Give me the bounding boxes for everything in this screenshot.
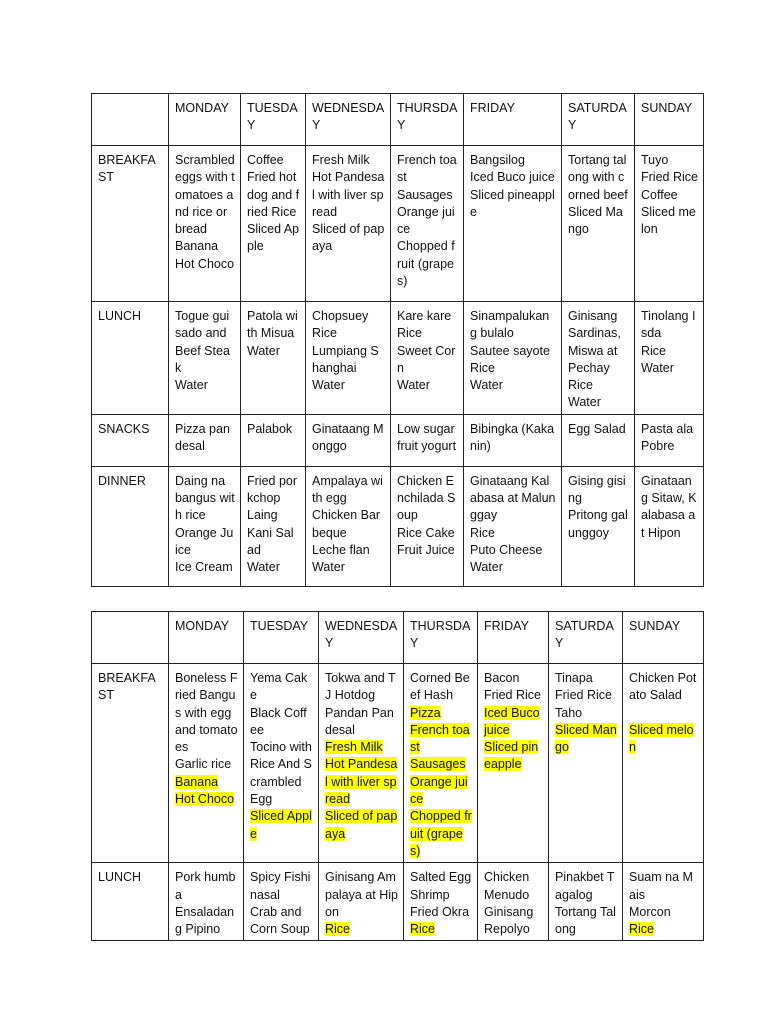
highlighted-food-item: Sausages — [410, 757, 466, 772]
food-item: Chicken Menudo — [484, 870, 530, 902]
meal-cell — [169, 863, 244, 941]
food-item: Fried Okra — [410, 904, 470, 919]
day-header-sunday: SUNDAY — [623, 612, 704, 664]
meal-cell — [241, 414, 306, 466]
meal-cell — [391, 466, 464, 586]
food-item: Daing na bangus with rice — [175, 473, 235, 523]
food-item: Boneless Fried Bangus with egg and tomatoes — [175, 671, 238, 755]
meal-cell — [169, 302, 241, 415]
meal-cell — [562, 146, 635, 302]
meal-label-lunch: LUNCH — [92, 863, 169, 941]
meal-cell — [562, 302, 635, 415]
food-item: Water — [312, 378, 345, 393]
food-item: Sautee sayote — [470, 343, 550, 358]
food-item: Salted Egg Shrimp — [410, 870, 472, 902]
food-item: Rice Cake — [397, 525, 455, 540]
food-item: Sliced Mango — [568, 204, 623, 237]
food-item: Fresh Milk — [312, 153, 370, 167]
header-row — [92, 612, 704, 664]
food-item: Ensaladang Pipino — [175, 904, 235, 937]
meal-cell — [464, 466, 562, 586]
day-header-saturday: SATURDAY — [549, 612, 623, 664]
food-item: Coffee — [247, 153, 284, 167]
food-item: Bangsilog — [470, 153, 525, 167]
food-item: Togue guisado and Beef Steak — [175, 309, 230, 375]
food-item: Hot Choco — [175, 256, 235, 271]
meal-cell — [169, 146, 241, 302]
meal-cell — [623, 863, 704, 941]
food-item: Chicken Barbeque — [312, 508, 381, 540]
food-item: Bibingka (Kakanin) — [470, 421, 555, 454]
food-item: Palabok — [247, 421, 293, 436]
meal-cell — [241, 146, 306, 302]
food-item: Sliced of papaya — [312, 222, 385, 254]
highlighted-food-item: Fresh Milk — [325, 740, 383, 755]
meal-cell — [244, 664, 319, 863]
food-item: Puto Cheese — [470, 542, 543, 557]
food-item: Pritong galunggoy — [568, 508, 628, 540]
meal-cell — [478, 664, 549, 863]
meal-label-breakfast: BREAKFAST — [92, 664, 169, 863]
food-item: Water — [470, 560, 503, 575]
food-item: Tocino with Rice And Scrambled Egg — [250, 740, 312, 807]
food-item: Kani Salad — [247, 525, 294, 557]
meal-cell — [319, 863, 404, 941]
food-item: Chicken Potato Salad — [629, 671, 697, 703]
meal-label-snacks: SNACKS — [92, 414, 169, 466]
meal-cell — [635, 302, 704, 415]
highlighted-food-item: Sliced pineapple — [484, 740, 539, 772]
food-item: Yema Cake — [250, 671, 308, 703]
food-item — [629, 705, 698, 722]
food-item: Ginataang Monggo — [312, 421, 384, 454]
meal-cell — [464, 146, 562, 302]
food-item: Fried Rice — [555, 688, 612, 703]
food-item: Tuyo — [641, 153, 669, 167]
meal-label-breakfast: BREAKFAST — [92, 146, 169, 302]
highlighted-food-item: Sliced of papaya — [325, 809, 398, 841]
corner-cell — [92, 94, 169, 146]
day-header-friday: FRIDAY — [464, 94, 562, 146]
food-item: Ginisang Ampalaya at Hipon — [325, 870, 398, 919]
food-item: Tinapa — [555, 671, 593, 685]
meal-row-lunch — [92, 302, 704, 415]
meal-cell — [306, 466, 391, 586]
food-item: Tinolang Isda — [641, 309, 696, 341]
meal-row-breakfast — [92, 146, 704, 302]
food-item: Water — [397, 378, 430, 393]
food-item: Pandan Pandesal — [325, 705, 394, 737]
highlighted-food-item: Rice — [410, 922, 436, 937]
meal-cell — [464, 302, 562, 415]
food-item: Sliced pineapple — [470, 187, 555, 219]
meal-cell — [404, 664, 478, 863]
food-item: Pork humba — [175, 870, 236, 902]
meal-cell — [306, 146, 391, 302]
meal-cell — [306, 414, 391, 466]
food-item: Patola with Misua — [247, 309, 298, 341]
food-item: French toast — [397, 153, 457, 185]
food-item: Banana — [175, 239, 219, 254]
food-item: Orange juice — [397, 204, 455, 237]
day-header-wednesday: WEDNESDAY — [319, 612, 404, 664]
food-item: Sinampalukang bulalo — [470, 309, 550, 341]
meal-cell — [464, 414, 562, 466]
meal-label-dinner: DINNER — [92, 466, 169, 586]
meal-cell — [391, 302, 464, 415]
highlighted-food-item: Pizza — [410, 705, 441, 720]
food-item: Chopsuey — [312, 309, 369, 323]
food-item: Crab and Corn Soup — [250, 904, 310, 937]
day-header-monday: MONDAY — [169, 94, 241, 146]
food-item: Sliced Apple — [247, 222, 300, 254]
food-item: Hot Pandesal with liver spread — [312, 170, 385, 219]
food-item: Tokwa and TJ Hotdog — [325, 671, 396, 703]
food-item: Fruit Juice — [397, 542, 455, 557]
meal-cell — [635, 146, 704, 302]
food-item: Ampalaya with egg — [312, 473, 383, 506]
food-item: Rice — [641, 343, 667, 358]
meal-cell — [319, 664, 404, 863]
food-item: Water — [568, 395, 601, 410]
corner-cell — [92, 612, 169, 664]
meal-cell — [244, 863, 319, 941]
food-item: Ginataang Kalabasa at Malunggay — [470, 473, 556, 523]
food-item: Ginisang Repolyo — [484, 904, 534, 937]
food-item: Fried Rice — [484, 688, 541, 703]
meal-cell — [562, 414, 635, 466]
day-header-friday: FRIDAY — [478, 612, 549, 664]
food-item: Kare kare — [397, 309, 452, 323]
highlighted-food-item: Banana — [175, 774, 219, 789]
food-item: Lumpiang Shanghai — [312, 343, 379, 375]
meal-row-lunch — [92, 863, 704, 941]
food-item: Low sugar fruit yogurt — [397, 421, 457, 454]
meal-cell — [635, 466, 704, 586]
food-item: Rice — [312, 326, 338, 341]
food-item: Sliced melon — [641, 204, 696, 237]
food-item: Sweet Corn — [397, 343, 456, 375]
day-header-thursday: THURSDAY — [391, 94, 464, 146]
food-item: Water — [641, 360, 674, 375]
food-item: Corned Beef Hash — [410, 671, 470, 703]
highlighted-food-item: Sliced Apple — [250, 809, 312, 841]
highlighted-food-item: Rice — [325, 922, 351, 937]
food-item: Ice Cream — [175, 560, 233, 575]
day-header-saturday: SATURDAY — [562, 94, 635, 146]
header-row — [92, 94, 704, 146]
food-item: Tortang Talong — [555, 904, 616, 937]
food-item: Morcon — [629, 904, 671, 919]
meal-cell — [562, 466, 635, 586]
food-item: Bacon — [484, 671, 520, 685]
day-header-monday: MONDAY — [169, 612, 244, 664]
food-item: Pasta ala Pobre — [641, 421, 694, 454]
food-item: Water — [247, 343, 280, 358]
highlighted-food-item: French toast — [410, 722, 470, 755]
meal-cell — [306, 302, 391, 415]
food-item: Suam na Mais — [629, 870, 693, 902]
day-header-thursday: THURSDAY — [404, 612, 478, 664]
food-item: Black Coffee — [250, 705, 307, 737]
highlighted-food-item: Hot Pandesal with liver spread — [325, 757, 398, 807]
meal-cell — [169, 414, 241, 466]
food-item: Ginisang Sardinas, Miswa at Pechay — [568, 309, 621, 375]
food-item: Egg Salad — [568, 421, 626, 436]
highlighted-food-item: Orange juice — [410, 774, 468, 807]
meal-cell — [169, 664, 244, 863]
meal-cell — [391, 414, 464, 466]
food-item: Laing — [247, 508, 278, 523]
highlighted-food-item: Chopped fruit (grapes) — [410, 809, 472, 858]
food-item: Water — [247, 560, 280, 575]
food-item: Water — [312, 560, 345, 575]
food-item: Leche flan — [312, 542, 370, 557]
food-item: Spicy Fishinasal — [250, 870, 311, 902]
day-header-wednesday: WEDNESDAY — [306, 94, 391, 146]
food-item: Rice — [470, 525, 496, 540]
food-item: Water — [175, 378, 208, 393]
food-item: Gising gising — [568, 473, 626, 506]
food-item: Water — [470, 378, 503, 393]
meal-row-dinner — [92, 466, 704, 586]
highlighted-food-item: Iced Buco juice — [484, 705, 540, 737]
meal-cell — [549, 863, 623, 941]
meal-cell — [478, 863, 549, 941]
highlighted-food-item: Sliced melon — [629, 722, 694, 755]
meal-cell — [241, 302, 306, 415]
meal-cell — [391, 146, 464, 302]
day-header-tuesday: TUESDAY — [244, 612, 319, 664]
food-item: Fried porkchop — [247, 473, 298, 506]
food-item: Rice — [470, 360, 496, 375]
food-item: Rice — [397, 326, 423, 341]
food-item: Fried Rice — [641, 170, 698, 185]
meal-cell — [241, 466, 306, 586]
food-item: Fried hotdog and fried Rice — [247, 170, 300, 219]
food-item: Chopped fruit (grapes) — [397, 239, 455, 289]
food-item: Orange Juice — [175, 525, 234, 557]
meal-plan-table-1 — [91, 93, 704, 587]
meal-row-breakfast — [92, 664, 704, 863]
food-item: Rice — [568, 378, 594, 393]
meal-cell — [635, 414, 704, 466]
meal-plan-table-2 — [91, 611, 704, 941]
food-item: Coffee — [641, 187, 678, 202]
day-header-tuesday: TUESDAY — [241, 94, 306, 146]
day-header-sunday: SUNDAY — [635, 94, 704, 146]
food-item: Tortang talong with corned beef — [568, 153, 628, 202]
highlighted-food-item: Sliced Mango — [555, 722, 617, 755]
food-item: Iced Buco juice — [470, 170, 555, 185]
food-item: Ginataang Sitaw, Kalabasa at Hipon — [641, 473, 697, 540]
food-item: Garlic rice — [175, 757, 232, 772]
highlighted-food-item: Rice — [629, 922, 655, 937]
food-item: Sausages — [397, 187, 453, 202]
meal-cell — [404, 863, 478, 941]
meal-cell — [623, 664, 704, 863]
food-item: Pizza pandesal — [175, 421, 230, 454]
meal-row-snacks — [92, 414, 704, 466]
food-item: Scrambled eggs with tomatoes and rice or bread — [175, 153, 235, 237]
meal-label-lunch: LUNCH — [92, 302, 169, 415]
highlighted-food-item: Hot Choco — [175, 792, 235, 807]
meal-cell — [169, 466, 241, 586]
meal-cell — [549, 664, 623, 863]
food-item: Taho — [555, 705, 583, 720]
food-item: Pinakbet Tagalog — [555, 870, 615, 902]
food-item: Chicken Enchilada Soup — [397, 473, 456, 523]
